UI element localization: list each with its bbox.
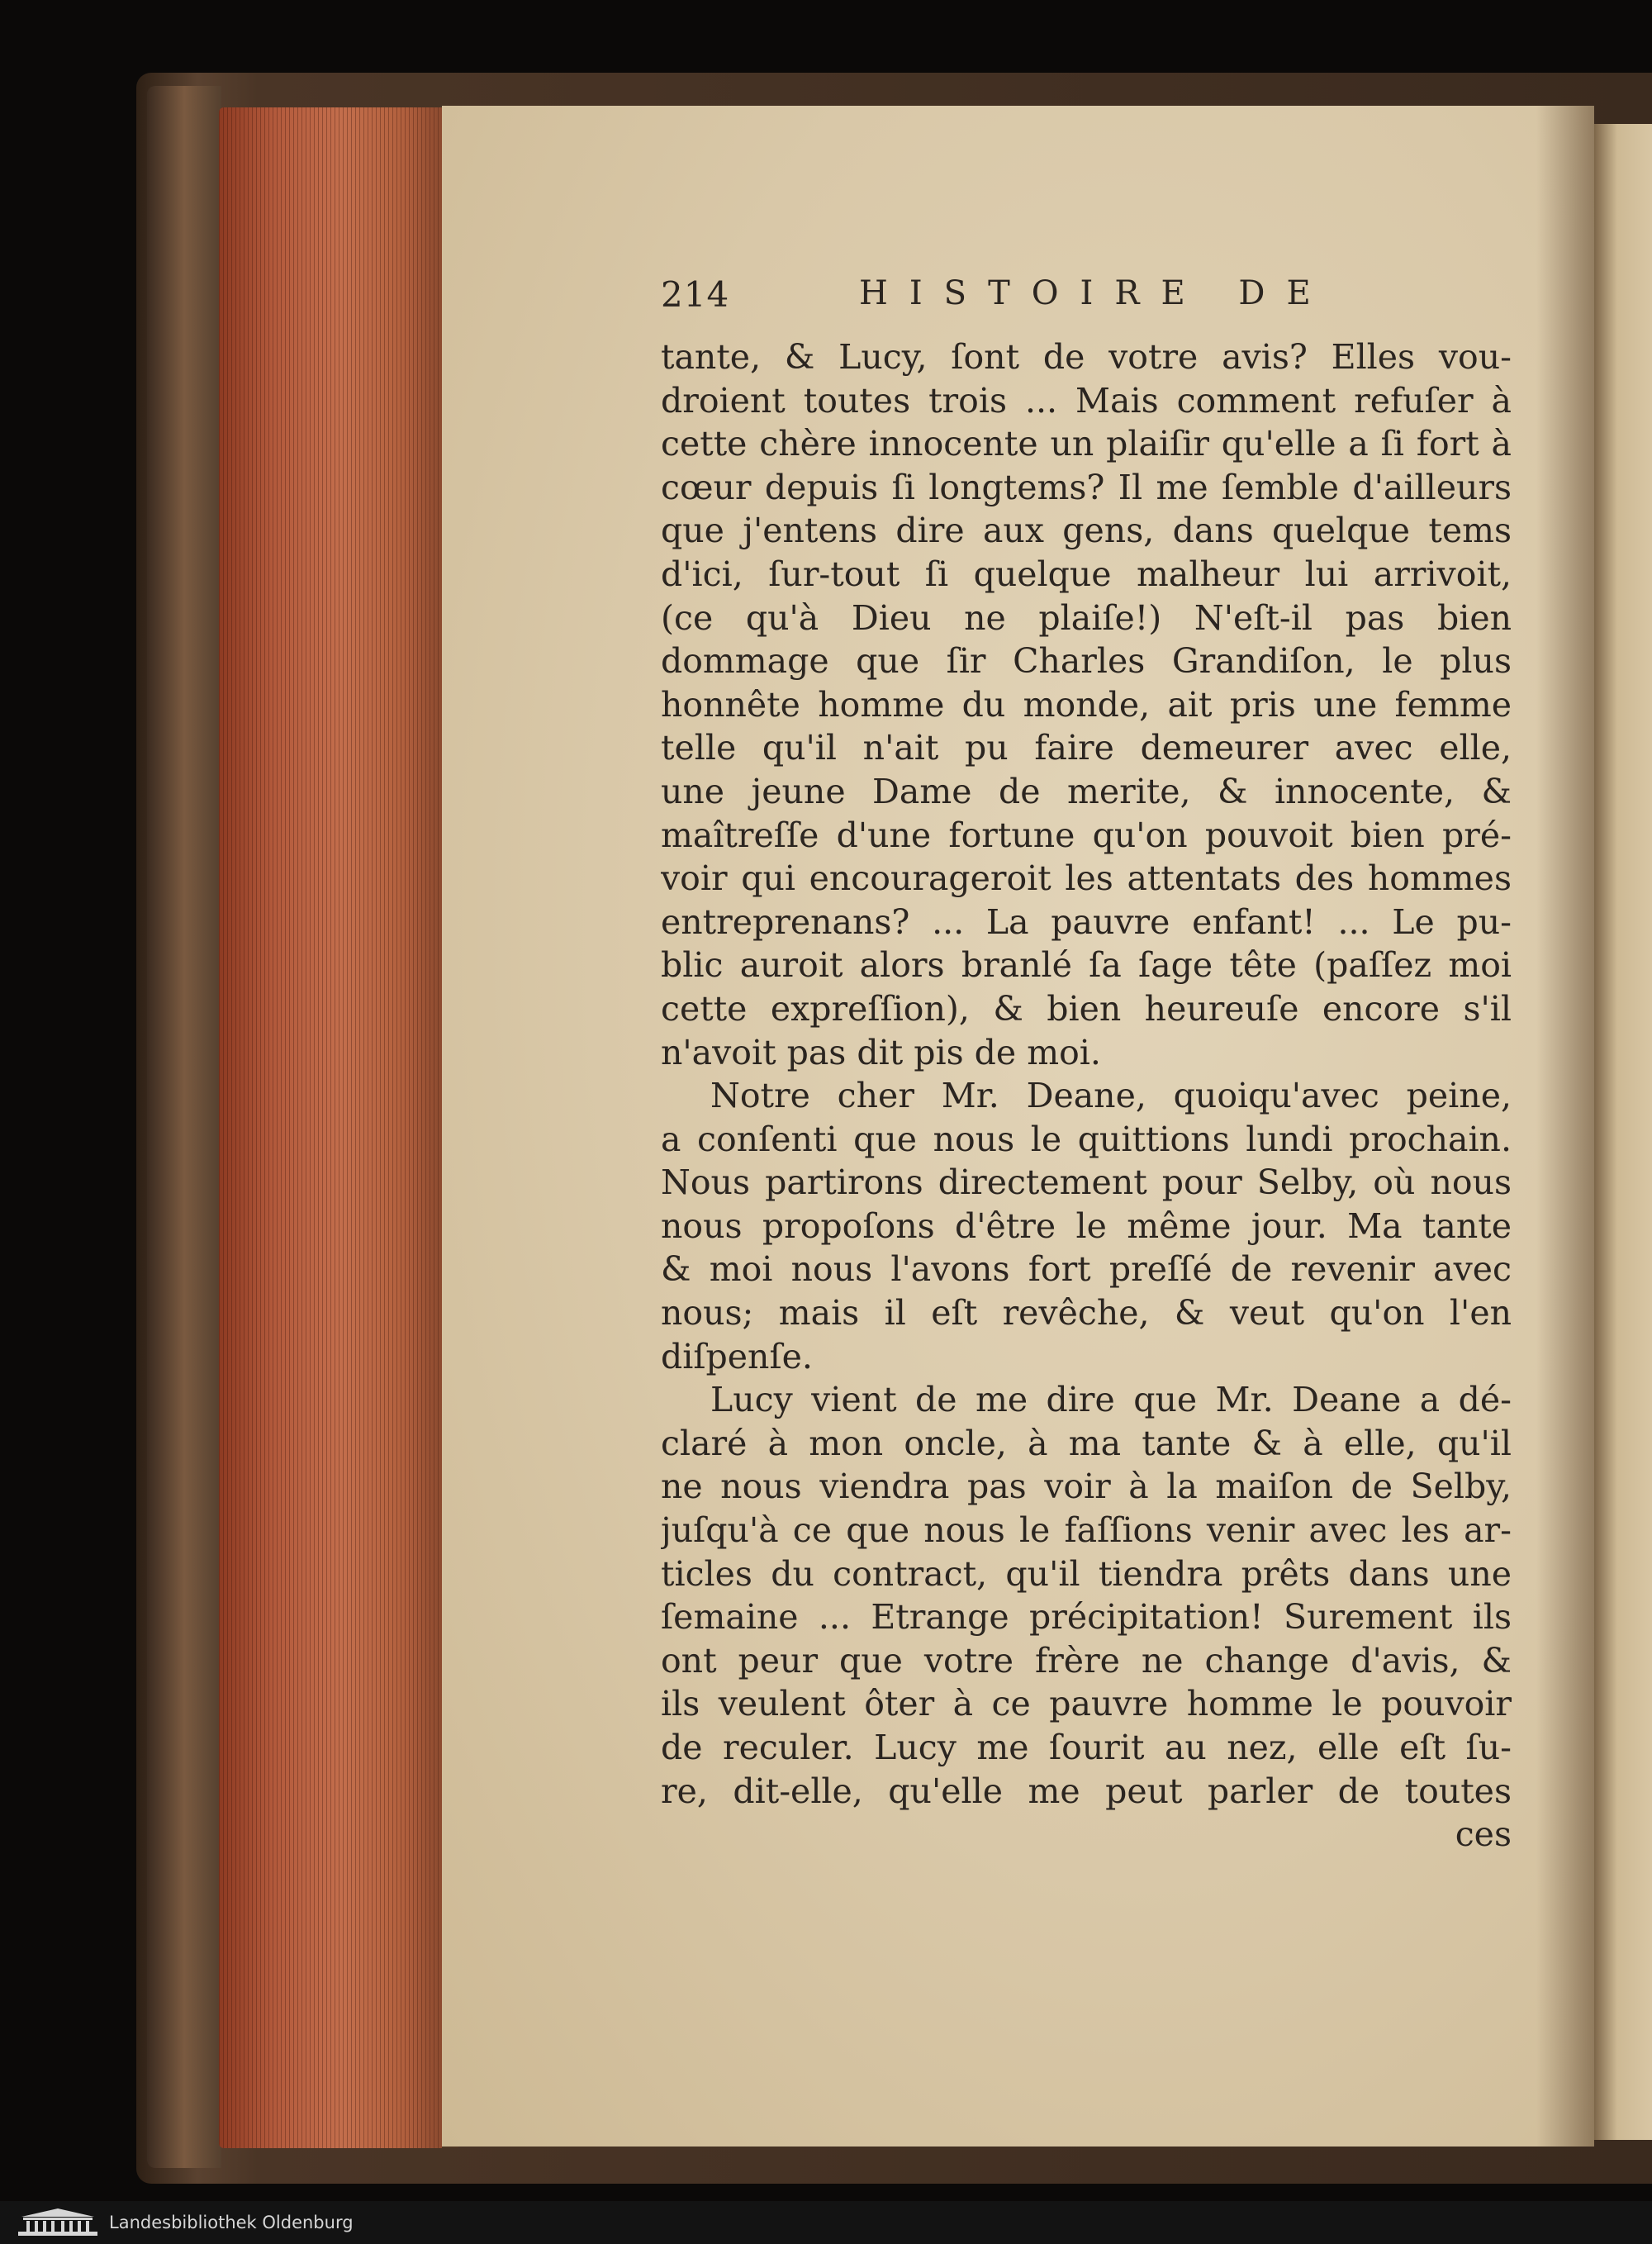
library-name: Landesbibliothek Oldenburg [109, 2213, 354, 2232]
text-line: (ce qu'à Dieu ne plaiſe!) N'eſt-il pas bien [661, 597, 1512, 638]
gutter-shadow [1536, 106, 1594, 2147]
text-line: entreprenans? ... La pauvre enfant! ... Le pu- [661, 901, 1512, 942]
text-line: & moi nous l'avons fort preſſé de revenir avec [661, 1249, 1512, 1290]
text-line: cette chère innocente un plaiſir qu'elle a ſi fort à [661, 424, 1512, 464]
facing-page-sliver [1594, 124, 1652, 2140]
text-line: d'ici, ſur-tout ſi quelque malheur lui arrivoit, [661, 554, 1512, 594]
text-line: ſemaine ... Etrange précipitation! Surement ils [661, 1597, 1512, 1638]
text-line: honnête homme du monde, ait pris une femme [661, 684, 1512, 725]
text-line: ne nous viendra pas voir à la maiſon de Selby, [661, 1467, 1512, 1507]
text-line: que j'entens dire aux gens, dans quelque tems [661, 511, 1512, 551]
cover-spine-edge [147, 86, 221, 2168]
text-line: nous; mais il eſt revêche, & veut qu'on l'en [661, 1293, 1512, 1334]
page-text-block [661, 264, 1512, 1857]
running-head: HISTOIRE DE [859, 274, 1332, 312]
page-header [661, 264, 1512, 330]
text-line: blic auroit alors branlé ſa ſage tête (paſſez moi [661, 945, 1512, 986]
text-line: Lucy vient de me dire que Mr. Deane a dé- [710, 1380, 1512, 1420]
text-line: droient toutes trois ... Mais comment refuſer à [661, 380, 1512, 421]
page-number: 214 [661, 274, 730, 315]
text-line: Nous partirons directement pour Selby, où nous [661, 1162, 1512, 1203]
text-line: claré à mon oncle, à ma tante & à elle, qu'il [661, 1423, 1512, 1463]
text-line: Notre cher Mr. Deane, quoiqu'avec peine, [710, 1076, 1512, 1116]
text-line: n'avoit pas dit pis de moi. [661, 1032, 1101, 1072]
text-line: maîtreſſe d'une fortune qu'on pouvoit bien pré- [661, 815, 1512, 855]
text-line: a conſenti que nous le quittions lundi prochain. [661, 1119, 1512, 1159]
text-line: de reculer. Lucy me ſourit au nez, elle eſt ſu- [661, 1728, 1512, 1767]
text-line: telle qu'il n'ait pu faire demeurer avec elle, [661, 728, 1512, 768]
text-line: voir qui encourageroit les attentats des hommes [661, 858, 1512, 899]
text-line: tante, & Lucy, ſont de votre avis? Elles vou- [661, 337, 1512, 377]
catchword: ces [1455, 1814, 1512, 1855]
text-line: dommage que ſir Charles Grandiſon, le plus [661, 641, 1512, 682]
text-line: diſpenſe. [661, 1336, 813, 1376]
text-line: ils veulent ôter à ce pauvre homme le pouvoir [661, 1684, 1512, 1724]
text-line: une jeune Dame de merite, & innocente, & [661, 771, 1512, 811]
text-line: cette expreſſion), & bien heureuſe encore s'il [661, 988, 1512, 1029]
text-line: ont peur que votre frère ne change d'avis, & [661, 1640, 1512, 1681]
text-line: nous propoſons d'être le même jour. Ma tante [661, 1205, 1512, 1246]
text-line: re, dit-elle, qu'elle me peut parler de toutes [661, 1771, 1512, 1811]
library-building-icon [17, 2207, 99, 2238]
library-footer-bar [0, 2201, 1652, 2244]
text-line: ticles du contract, qu'il tiendra prêts dans une [661, 1553, 1512, 1594]
text-line: cœur depuis ſi longtems? Il me ſemble d'ailleurs [661, 467, 1512, 507]
text-line: juſqu'à ce que nous le faſſions venir avec les ar- [661, 1510, 1512, 1551]
